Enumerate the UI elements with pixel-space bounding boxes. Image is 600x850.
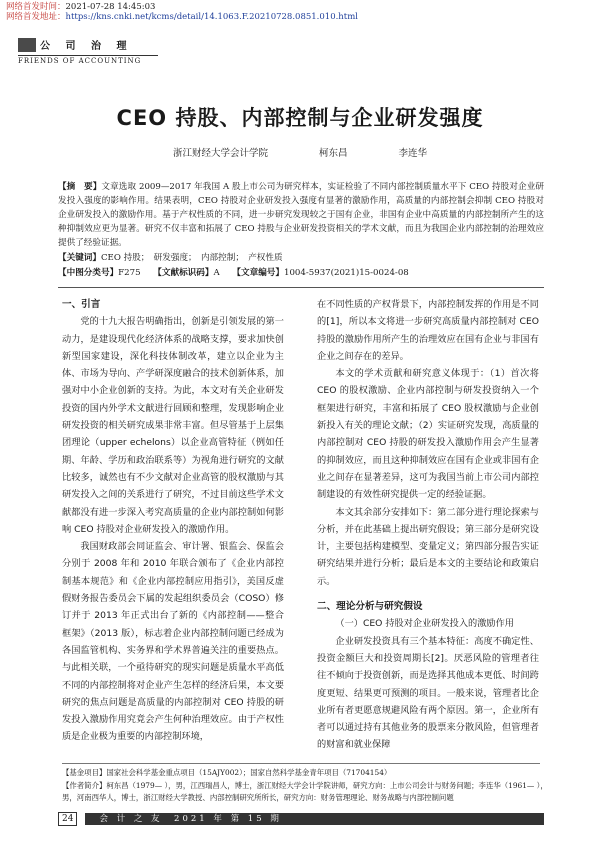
journal-section-name: 公 司 治 理 xyxy=(40,41,133,52)
section-heading-theory: 二、理论分析与研究假设 xyxy=(317,601,423,613)
structure-paragraph: 本文其余部分安排如下：第二部分进行理论探索与分析，并在此基础上提出研究假设；第三部分是研究设计，主要包括构建模型、变量定义；第四部分报告实证研究结果并进行分析；最后是本文的主要结论和政策启示。 xyxy=(317,506,539,587)
left-column xyxy=(62,296,284,746)
journal-issue: 会 计 之 友 2021 年 第 15 期 xyxy=(85,813,544,825)
abstract-block xyxy=(58,180,544,280)
affiliation: 浙江财经大学会计学院 xyxy=(172,148,268,159)
footnote-divider xyxy=(62,763,540,764)
pub-addr-label: 网络首发地址： xyxy=(6,12,66,22)
keywords-label: 【关键词】 xyxy=(58,253,101,263)
journal-english-name: FRIENDS OF ACCOUNTING xyxy=(18,55,158,65)
abstract-divider xyxy=(58,287,544,288)
contribution-paragraph: 本文的学术贡献和研究意义体现于：（1）首次将 CEO 的股权激励、企业内部控制与研发投资纳入一个框架进行研究，丰富和拓展了 CEO 股权激励与企业创新投入有关的理论文献；（2）实证研究发现，高质量的内部控制对 CEO 持股的研发投入激励作用会产生显著的抑制效应，而且这种抑制效应在国有企业或非国有企业之间存在显著差异，这可为我国当前上市公司内部控制建设的有效性研究提供一定的经验证据。 xyxy=(317,368,539,501)
pub-time: 2021-07-28 14:45:03 xyxy=(65,2,156,12)
author-line xyxy=(0,145,600,159)
pub-addr-link[interactable]: https://kns.cnki.net/kcms/detail/14.1063.F.20210728.0851.010.html xyxy=(65,12,358,22)
abstract-label: 【摘 要】 xyxy=(58,182,102,192)
theory-paragraph-1: 企业研发投资具有三个基本特征：高度不确定性、投资金额巨大和投资周期长[2]。厌恶风险的管理者往往不倾向于投资创新，而是选择其他成本更低、时间跨度更短、结果更可预测的项目。一般来说，管理者比企业所有者更愿意规避风险有两个原因。第一，企业所有者可以通过持有其他业务的股票来分散风险，但管理者的财富和就业保障 xyxy=(317,635,539,751)
pub-time-label: 网络首发时间： xyxy=(6,2,66,12)
intro-paragraph-2-cont: 在不同性质的产权背景下，内部控制发挥的作用是不同的[1]，所以本文将进一步研究高质量内部控制对 CEO 持股的激励作用所产生的治理效应在国有企业与非国有企业之间存在的差异。 xyxy=(317,299,539,362)
abstract-text: 文章选取 2009—2017 年我国 A 股上市公司为研究样本，实证检验了不同内部控制质量水平下 CEO 持股对企业研发投入强度的影响作用。结果表明，CEO 持股对企业研发投入强度有显著的激励作用，高质量的内部控制会抑制 CEO 持股对企业研发投入的激励作用。基于产权性质的不同，进一步研究发现较之于国有企业，非国有企业中高质量的内部控制所产生的这种抑制效应更为显著。研究不仅丰富和拓展了 CEO 持股与企业研发投资相关的学术文献，而且为我国企业内部控制的治理效应提供了经验证据。 xyxy=(58,182,544,248)
fund-note: 【基金项目】国家社会科学基金重点项目（15AJY002）；国家自然科学基金青年项目（71704154） xyxy=(62,768,392,777)
intro-paragraph-1: 党的十九大报告明确指出，创新是引领发展的第一动力，是建设现代化经济体系的战略支撑，要求加快创新型国家建设，深化科技体制改革，建立以企业为主体、市场为导向、产学研深度融合的技术创新体系，加强对中小企业创新的支持。为此，本文对有关企业研发投资的国内外学术文献进行回顾和整理，发现影响企业研发投资的相关研究成果非常丰富。但尽管基于上层集团理论（upper echelons）以企业高管特征（例如任期、年龄、学历和政治联系等）为视角进行研究的文献比较多，诚然也有不少文献对企业高管的股权激励与其研发投入之间的关系进行了研究，不过目前这些学术文献都没有进一步深入考究高质量的企业内部控制如何影响 CEO 持股对企业研发投入的激励作用。 xyxy=(62,316,284,535)
online-publication-meta xyxy=(6,2,358,22)
page-number: 24 xyxy=(58,812,77,826)
doc-code-label: 【文献标识码】 xyxy=(153,268,214,278)
author-1: 柯东昌 xyxy=(318,148,348,159)
right-column xyxy=(317,296,539,754)
journal-header xyxy=(18,34,208,65)
footnotes xyxy=(62,767,552,805)
article-title: CEO 持股、内部控制与企业研发强度 xyxy=(116,106,484,130)
article-no-label: 【文章编号】 xyxy=(232,268,284,278)
clc-value: F275 xyxy=(118,268,141,278)
section-heading-intro: 一、引言 xyxy=(62,299,101,310)
subsection-heading-1: （一）CEO 持股对企业研发投入的激励作用 xyxy=(335,618,514,630)
author-2: 李连华 xyxy=(398,148,428,159)
doc-code-value: A xyxy=(213,268,220,278)
keywords: CEO 持股； 研发强度； 内部控制； 产权性质 xyxy=(100,253,283,263)
article-no-value: 1004-5937(2021)15-0024-08 xyxy=(283,268,409,278)
intro-paragraph-2: 我国财政部会同证监会、审计署、银监会、保监会分别于 2008 年和 2010 年联合颁布了《企业内部控制基本规范》和《企业内部控制应用指引》，美国反虚假财务报告委员会下属的发起组织委员会（COSO）修订并于 2013 年正式出台了新的《内部控制——整合框架》（2013 版），标志着企业内部控制问题已经成为各国监管机构、实务界和学术界普遍关注的重要热点。与此相关联，一个亟待研究的现实问题是质量水平高低不同的内部控制将对企业产生怎样的经济后果，本文要研究的焦点问题是高质量的内部控制对 CEO 持股的研发投入激励作用究竟会产生何种治理效应。由于产权性质是企业极为重要的内部控制环境， xyxy=(62,541,284,743)
clc-label: 【中图分类号】 xyxy=(58,268,119,278)
author-bio-note: 【作者简介】柯东昌（1979— ），男，江西瑞昌人，博士，浙江财经大学会计学院讲师，研究方向：上市公司会计与财务问题；李连华（1961— ），男，河南西华人，博士，浙江财经大学教授、内部控制研究所所长，研究方向：财务管理理论、财务战略与内部控制问题 xyxy=(62,780,548,802)
page-footer xyxy=(58,812,544,826)
journal-logo-icon xyxy=(18,38,36,52)
